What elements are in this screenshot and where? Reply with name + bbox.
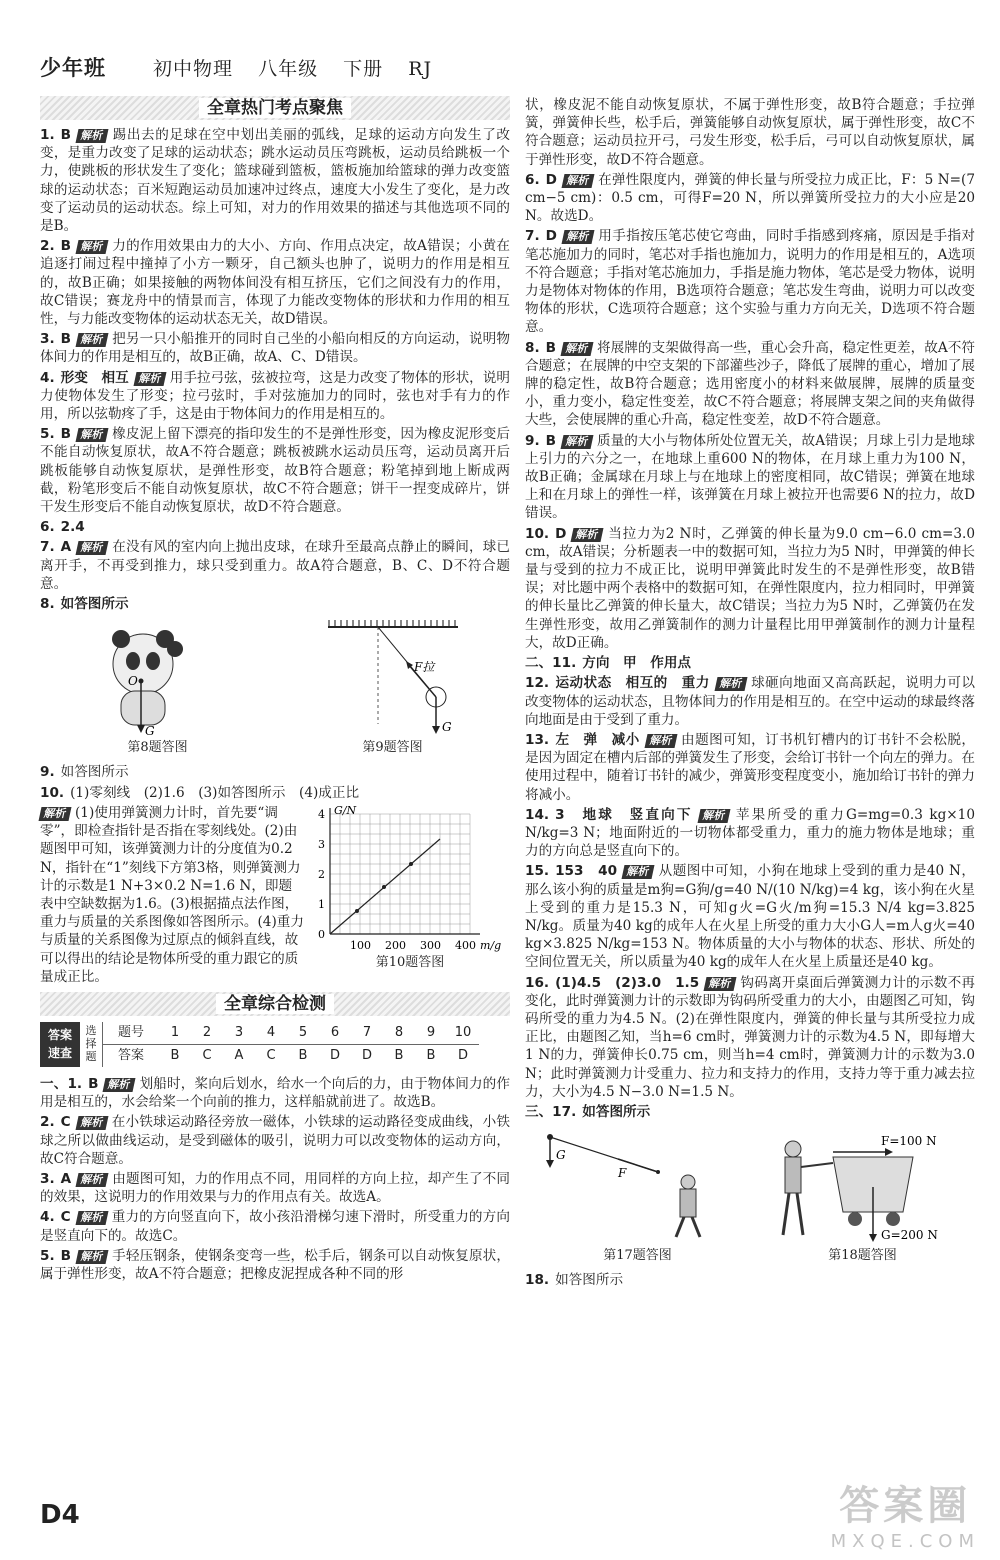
answer-key-answer: C bbox=[202, 1047, 212, 1063]
item-number: 3. bbox=[40, 1170, 55, 1187]
page-number: D4 bbox=[40, 1500, 80, 1530]
item-number: 14. bbox=[525, 806, 550, 823]
figure-17 bbox=[538, 1127, 738, 1265]
item-answer: 2.4 bbox=[60, 519, 85, 536]
item-number: 4. bbox=[40, 1209, 55, 1226]
answer-item bbox=[525, 674, 975, 729]
analysis-tag: 解析 bbox=[644, 734, 677, 748]
svg-text:0: 0 bbox=[318, 927, 325, 941]
answer-key-answer: B bbox=[394, 1047, 404, 1063]
right-answers bbox=[525, 171, 975, 1121]
item-number: 15. bbox=[525, 863, 550, 880]
g-m-graph bbox=[310, 804, 510, 954]
item-answer: B bbox=[60, 426, 71, 443]
item-number: 2. bbox=[40, 238, 55, 255]
item-answer: A bbox=[60, 1170, 72, 1187]
left-column bbox=[40, 96, 510, 1285]
answer-item bbox=[40, 518, 510, 536]
item-answer: B bbox=[545, 339, 556, 356]
item-number: 6. bbox=[40, 519, 55, 536]
item-answer: C bbox=[60, 1114, 71, 1131]
item-answer: A bbox=[60, 539, 72, 556]
item-explanation: 由题图可知，力的作用点不同，用同样的方向上拉，却产生了不同的效果，这说明力的作用效果与力的作用点有关。故选A。 bbox=[40, 1170, 510, 1206]
analysis-tag: 解析 bbox=[76, 129, 109, 143]
item-number: 2. bbox=[40, 1114, 55, 1131]
svg-text:100: 100 bbox=[350, 938, 371, 952]
item-answer: B bbox=[545, 432, 556, 449]
analysis-tag: 解析 bbox=[76, 240, 109, 254]
answer-key-number: 8 bbox=[383, 1022, 415, 1045]
item-number: 5. bbox=[40, 426, 55, 443]
answer-key-number: 6 bbox=[319, 1022, 351, 1045]
item-explanation: 球砸向地面又高高跃起，说明力可以改变物体的运动状态，且物体间力的作用是相互的。在空中运动的球最终落向地面是由于受到了重力。 bbox=[525, 675, 976, 728]
item-answer: 如答图所示 bbox=[582, 1103, 651, 1120]
answer-item bbox=[525, 525, 975, 652]
item-answer: 153 40 bbox=[555, 863, 618, 880]
item-answer: 形变 相互 bbox=[60, 369, 129, 386]
item-explanation: 用手拉弓弦，弦被拉弯，这是力改变了物体的形状，说明力使物体发生了形变；拉弓弦时，手对弦施加力的同时，弦也对手有力的作用，所以弦勒疼了手，这是由于物体间力的作用是相互的。 bbox=[40, 369, 510, 423]
item-answer: 如答图所示 bbox=[60, 596, 129, 613]
svg-text:1: 1 bbox=[318, 897, 325, 911]
analysis-tag: 解析 bbox=[76, 1173, 109, 1187]
svg-text:G: G bbox=[555, 1148, 566, 1163]
answer-key-number: 10 bbox=[447, 1022, 479, 1045]
svg-text:O: O bbox=[127, 674, 138, 689]
figure-row-17-18 bbox=[525, 1127, 975, 1265]
answer-key-answer: B bbox=[426, 1047, 436, 1063]
answer-item bbox=[40, 1170, 510, 1206]
answer-key-grid bbox=[103, 1022, 479, 1067]
answer-item bbox=[40, 1208, 510, 1244]
item-explanation: 质量的大小与物体所处位置无关，故A错误；月球上引力是地球上引力的六分之一，在地球上重600 N的物体，在月球上重力为100 N，故B正确；金属球在月球上与在地球上的密度相同，故C错误；弹簧在地球上和在月球上的弹性一样，该弹簧在月球上被拉开也需要6 N的拉力，故D错误。 bbox=[525, 432, 975, 522]
item-number: 13. bbox=[525, 731, 550, 748]
answer-item bbox=[525, 171, 975, 226]
item-number: 6. bbox=[525, 171, 540, 188]
answer-key-answer: B bbox=[170, 1047, 180, 1063]
svg-text:400: 400 bbox=[455, 938, 476, 952]
answer-item bbox=[40, 126, 510, 235]
answer-item bbox=[525, 432, 975, 523]
svg-text:G=200 N: G=200 N bbox=[880, 1228, 938, 1243]
analysis-tag: 解析 bbox=[561, 342, 594, 356]
answer-key-answer: A bbox=[234, 1047, 244, 1063]
answer-key-answer: D bbox=[329, 1047, 340, 1063]
figure-10 bbox=[310, 804, 510, 986]
svg-text:300: 300 bbox=[420, 938, 441, 952]
svg-text:G/N: G/N bbox=[334, 803, 357, 817]
item-explanation: 用手指按压笔芯使它弯曲，同时手指感到疼痛，原因是手指对笔芯施加力的同时，笔芯对手指也施加力，说明力的作用是相互的，A选项不符合题意；手指对笔芯施加力，手指是施力物体，笔芯是受力物体，说明力是物体对物体的作用，B选项符合题意；笔芯发生弯曲，说明力可以改变物体的形状，C选项符合题意；这个实验与重力方向无关，D选项不符合题意。 bbox=[525, 228, 975, 336]
item-number: 4. bbox=[40, 369, 55, 386]
item-answer: B bbox=[60, 331, 71, 348]
analysis-tag: 解析 bbox=[76, 1250, 109, 1264]
svg-text:200: 200 bbox=[385, 938, 406, 952]
answer-item bbox=[40, 425, 510, 516]
svg-text:3: 3 bbox=[318, 837, 325, 851]
analysis-tag: 解析 bbox=[76, 541, 109, 555]
analysis-tag: 解析 bbox=[75, 1211, 108, 1225]
item-explanation: 划船时，桨向后划水，给水一个向后的力，由于物体间力的作用是相互的，水会给桨一个向前的推力，这样船就前进了。故选B。 bbox=[40, 1075, 511, 1111]
edition: RJ bbox=[408, 58, 433, 80]
item-answer: 运动状态 相互的 重力 bbox=[555, 675, 710, 692]
figure-8-caption: 第8题答图 bbox=[127, 740, 188, 756]
item-answer: 3 地球 竖直向下 bbox=[555, 806, 693, 823]
answer-10-explanation: 解析 (1)使用弹簧测力计时，首先要“调零”，即检查指针是否指在零刻线处。(2)由题图甲可知，该弹簧测力计的分度值为0.2 N，指针在“1”刻线下方第3格，则弹簧测力计的示数是1 N+3×0.2 N=1.6 N，即题表中空缺数据为1.6。(3)根据描点法作图，重力与质量的关系图像如答图所示。(4)重力与质量的关系图像为过原点的倾斜直线，故可以得出的结论是物体所受的重力跟它的质量成正比。 bbox=[40, 804, 304, 985]
answer-key-answer: C bbox=[266, 1047, 276, 1063]
item-answer: 左 弹 减小 bbox=[555, 731, 640, 748]
item-explanation: 由题图可知，订书机钉槽内的订书针不会松脱，是因为固定在槽内后部的弹簧发生了形变，会给订书针一个向左的弹力。在使用过程中，随着订书针的减少，弹簧形变程度变小，施加给订书针的弹力将减小。 bbox=[525, 731, 975, 803]
analysis-tag: 解析 bbox=[76, 333, 109, 347]
analysis-tag: 解析 bbox=[76, 428, 109, 442]
item-explanation: 在弹性限度内，弹簧的伸长量与所受拉力成正比，F：5 N=(7 cm−5 cm)：0.5 cm，可得F=20 N，所以弹簧所受拉力的大小应是20 N。故选D。 bbox=[525, 171, 975, 225]
svg-text:m/g: m/g bbox=[480, 938, 502, 952]
left-answers-2 bbox=[40, 1075, 510, 1283]
item-number: 8. bbox=[40, 596, 55, 613]
item-explanation: 手轻压钢条，使钢条变弯一些，松手后，钢条可以自动恢复原状，属于弹性形变，故A不符合题意；把橡皮泥捏成各种不同的形 bbox=[40, 1247, 510, 1282]
answer-item bbox=[40, 1247, 510, 1283]
analysis-tag: 解析 bbox=[133, 372, 166, 386]
subject: 初中物理 bbox=[153, 58, 234, 80]
svg-text:G: G bbox=[144, 724, 155, 739]
answer-key-label: 答案 速查 bbox=[40, 1022, 80, 1067]
answer-key-number: 4 bbox=[255, 1022, 287, 1045]
answer-key bbox=[40, 1022, 510, 1067]
item-number: 三、17. bbox=[525, 1103, 577, 1120]
item-number: 1. bbox=[40, 127, 55, 143]
svg-text:G: G bbox=[441, 720, 452, 735]
item-explanation: 在没有风的室内向上抛出皮球，在球升至最高点静止的瞬间，球已离开手，不再受到推力，球只受到重力。故A符合题意，B、C、D不符合题意。 bbox=[40, 539, 510, 592]
answer-key-number: 9 bbox=[415, 1022, 447, 1045]
item-answer: D bbox=[545, 171, 557, 188]
analysis-tag: 解析 bbox=[704, 977, 737, 991]
analysis-tag: 解析 bbox=[75, 1116, 108, 1130]
answer-key-answer: D bbox=[457, 1047, 468, 1063]
answer-item bbox=[40, 1113, 510, 1168]
answer-key-header: 题号 bbox=[103, 1022, 159, 1045]
answer-key-number: 1 bbox=[159, 1022, 191, 1045]
grade: 八年级 bbox=[258, 58, 319, 80]
watermark: 答案圈 MXQE.COM bbox=[830, 1483, 980, 1552]
svg-text:F=100 N: F=100 N bbox=[880, 1134, 937, 1149]
analysis-tag: 解析 bbox=[697, 809, 730, 823]
item-number: 二、11. bbox=[525, 655, 577, 672]
answer-key-number: 3 bbox=[223, 1022, 255, 1045]
answer-item bbox=[525, 731, 975, 804]
pull-rope-figure bbox=[538, 1127, 738, 1247]
answer-item bbox=[40, 1075, 510, 1111]
right-column bbox=[525, 96, 975, 1292]
figure-18-caption: 第18题答图 bbox=[828, 1248, 897, 1264]
figure-10-caption: 第10题答图 bbox=[375, 954, 445, 970]
answer-item bbox=[40, 369, 510, 424]
item-number: 一、1. bbox=[40, 1075, 83, 1092]
answer-item bbox=[40, 538, 510, 593]
item-answer: (1)4.5 (2)3.0 1.5 bbox=[555, 974, 700, 991]
figure-17-caption: 第17题答图 bbox=[603, 1248, 672, 1264]
answer-key-number: 2 bbox=[191, 1022, 223, 1045]
item-answer: 方向 甲 作用点 bbox=[582, 655, 692, 672]
item-explanation: 当拉力为2 N时，乙弹簧的伸长量为9.0 cm−6.0 cm=3.0 cm，故A错误；分析题表一中的数据可知，当拉力为5 N时，甲弹簧的伸长量与受到的拉力不成正比，说明甲弹簧此时发生的不是弹性形变，故B错误；对比题中两个表格中的数据可知，在弹性限度内，拉力相同时，甲弹簧的伸长量比乙弹簧的伸长量大，故C错误；当拉力为5 N时，乙弹簧仍在发生弹性形变，故用乙弹簧制作的测力计量程比用甲弹簧制作的测力计量程大，故D正确。 bbox=[525, 525, 975, 651]
item-explanation: 在小铁球运动路径旁放一磁体，小铁球的运动路径变成曲线，小铁球之所以做曲线运动，是受到磁体的吸引，说明力可以改变物体的运动方向，故C符合题意。 bbox=[40, 1114, 510, 1167]
figure-row-8-9 bbox=[40, 619, 510, 757]
item-explanation: 将展牌的支架做得高一些，重心会升高，稳定性更差，故A不符合题意；在展牌的中空支架的下部灌些沙子，降低了展牌的重心，增加了展牌的稳定性，故B符合题意；选用密度小的材料来做展牌，展牌的质量变小，重力变小，稳定性变差，故C不符合题意；将展牌支架之间的夹角做得大些，会使展牌的重心升高，稳定性变差，故D不符合题意。 bbox=[525, 339, 975, 429]
answer-item bbox=[525, 974, 975, 1101]
item-number: 3. bbox=[40, 331, 55, 348]
answer-item bbox=[525, 806, 975, 861]
item-number: 8. bbox=[525, 339, 540, 356]
item-explanation: 苹果所受的重力G=mg=0.3 kg×10 N/kg=3 N；地面附近的一切物体都受重力，重力的施力物体是地球；重力的方向总是竖直向下的。 bbox=[525, 806, 975, 860]
item-explanation: 橡皮泥上留下漂亮的指印发生的不是弹性形变，因为橡皮泥形变后不能自动恢复原状，故A不符合题意；跳板被跳水运动员压弯，运动员离开后跳板能够自动恢复原状，是弹性形变，故B符合题意；粉笔掉到地上断成两截，粉笔形变后不能自动恢复原状，故C不符合题意；饼干一捏变成碎片，饼干发生形变后不能自动恢复原状，故D不符合题意。 bbox=[40, 426, 510, 516]
figure-8 bbox=[83, 619, 233, 757]
answer-10: 10. (1)零刻线 (2)1.6 (3)如答图所示 (4)成正比 bbox=[40, 784, 360, 801]
svg-text:4: 4 bbox=[318, 807, 325, 821]
item-explanation: 踢出去的足球在空中划出美丽的弧线，足球的运动方向发生了改变，是重力改变了足球的运动状态；跳水运动员压弯跳板，运动员给跳板一个力，使跳板的形状发生了变化；篮球碰到篮板，篮板施加给篮球的弹力改变篮球的运动状态；百米短跑运动员加速冲过终点，速度大小发生了变化，是力改变了运动员的运动状态。综上可知，对力的作用效果的描述与其他选项不同的是B。 bbox=[40, 127, 510, 235]
answer-item bbox=[525, 862, 975, 971]
section-banner-test: 全章综合检测 bbox=[40, 992, 510, 1016]
item-answer: B bbox=[88, 1075, 99, 1092]
analysis-tag: 解析 bbox=[561, 230, 594, 244]
item-explanation: 力的作用效果由力的大小、方向、作用点决定，故A错误；小黄在追逐打闹过程中撞掉了小方一颗牙，自己额头也肿了，说明力的作用是相互的，故B正确；如果接触的两物体间没有相互挤压，它们之间没有力的作用，故C错误；赛龙舟中的情景而言，体现了力能改变物体的形状和力作用的相互性，与力能改变物体的运动状态无关，故D错误。 bbox=[40, 238, 510, 328]
answer-item bbox=[525, 227, 975, 336]
figure-9-caption: 第9题答图 bbox=[362, 740, 423, 756]
svg-text:F拉: F拉 bbox=[413, 660, 434, 675]
item-answer: D bbox=[545, 228, 557, 245]
analysis-tag: 解析 bbox=[103, 1078, 136, 1092]
analysis-tag: 解析 bbox=[714, 677, 747, 691]
cart-figure bbox=[763, 1127, 963, 1247]
item-answer: C bbox=[60, 1209, 71, 1226]
analysis-tag: 解析 bbox=[622, 865, 655, 879]
item-explanation: 把另一只小船推开的同时自己坐的小船向相反的方向运动，说明物体间力的作用是相互的，故B正确，故A、C、D错误。 bbox=[40, 331, 510, 366]
figure-9 bbox=[318, 619, 468, 757]
left-answers-1 bbox=[40, 126, 510, 613]
item-number: 9. bbox=[525, 432, 540, 449]
item-number: 5. bbox=[40, 1247, 55, 1264]
answer-key-sub: 选择题 bbox=[80, 1022, 103, 1067]
answer-18: 18. 如答图所示 bbox=[525, 1272, 624, 1289]
analysis-tag: 解析 bbox=[561, 435, 594, 449]
answer-key-number: 7 bbox=[351, 1022, 383, 1045]
item-answer: B bbox=[60, 238, 71, 255]
item-number: 7. bbox=[525, 228, 540, 245]
answer-item bbox=[525, 339, 975, 430]
item-answer: B bbox=[60, 127, 71, 143]
answer-item bbox=[525, 1103, 975, 1121]
answer-item bbox=[40, 595, 510, 613]
item-answer: B bbox=[60, 1247, 71, 1264]
brand: 少年班 bbox=[40, 55, 106, 80]
volume: 下册 bbox=[343, 58, 384, 80]
figure-18 bbox=[763, 1127, 963, 1265]
answer-item bbox=[40, 237, 510, 328]
page-header bbox=[40, 52, 450, 82]
answer-10-body bbox=[40, 804, 510, 986]
answer-key-answer: D bbox=[361, 1047, 372, 1063]
item-number: 10. bbox=[525, 525, 550, 542]
item-explanation: 钩码离开桌面后弹簧测力计的示数不再变化，此时弹簧测力计的示数即为钩码所受重力的大小，由题图乙可知，钩码所受的重力为4.5 N。(2)在弹性限度内，弹簧的伸长量与其所受拉力成正比，由题图乙知，当h=6 cm时，弹簧测力计的示数为4.5 N，即每增大1 N的力，弹簧伸长0.75 cm，则当h=4 cm时，弹簧测力计的示数为3.0 N；此时弹簧测力计受重力、拉力和支持力的作用，支持力等于重力减去拉力，大小为4.5 N−3.0 N=1.5 N。 bbox=[525, 974, 975, 1100]
section-banner-hot: 全章热门考点聚焦 bbox=[40, 96, 510, 120]
answer-item bbox=[525, 654, 975, 672]
item-answer: D bbox=[555, 525, 567, 542]
item-number: 16. bbox=[525, 974, 550, 991]
pendulum-figure bbox=[318, 619, 468, 739]
answer-key-row-label: 答案 bbox=[117, 1047, 144, 1063]
svg-text:F: F bbox=[617, 1166, 626, 1181]
answer-5-continued: 状，橡皮泥不能自动恢复原状，不属于弹性形变，故B符合题意；手拉弹簧，弹簧伸长些，松手后，弹簧能够自动恢复原状，属于弹性形变，故C不符合题意；运动员拉开弓，弓发生形变，松手后，弓可以自动恢复原状，属于弹性形变，故D不符合题意。 bbox=[525, 97, 975, 168]
answer-key-number: 5 bbox=[287, 1022, 319, 1045]
answer-item bbox=[40, 330, 510, 366]
panda-figure bbox=[83, 619, 233, 739]
answer-9: 9. 如答图所示 bbox=[40, 764, 129, 781]
item-explanation: 从题图中可知，小狗在地球上受到的重力是40 N，那么该小狗的质量是m狗=G狗/g=40 N/(10 N/kg)=4 kg，该小狗在火星上受到的重力是15.3 N，可知g火=G火/m狗=15.3 N/4 kg=3.825 N/kg。质量为40 kg的成年人在火星上所受的重力大小G人=m人g火=40 kg×3.825 N/kg=153 N。物体质量的大小与物体的状态、形状、所处的空间位置无关，所以质量为40 kg的成年人在火星上质量还是40 kg。 bbox=[525, 863, 976, 971]
analysis-tag: 解析 bbox=[561, 174, 594, 188]
answer-key-answer: B bbox=[298, 1047, 308, 1063]
item-explanation: 重力的方向竖直向下，故小孩沿滑梯匀速下滑时，所受重力的方向是竖直向下的。故选C。 bbox=[40, 1209, 510, 1244]
analysis-tag: 解析 bbox=[571, 528, 604, 542]
item-number: 7. bbox=[40, 539, 55, 556]
item-number: 12. bbox=[525, 675, 550, 692]
svg-text:2: 2 bbox=[318, 867, 325, 881]
